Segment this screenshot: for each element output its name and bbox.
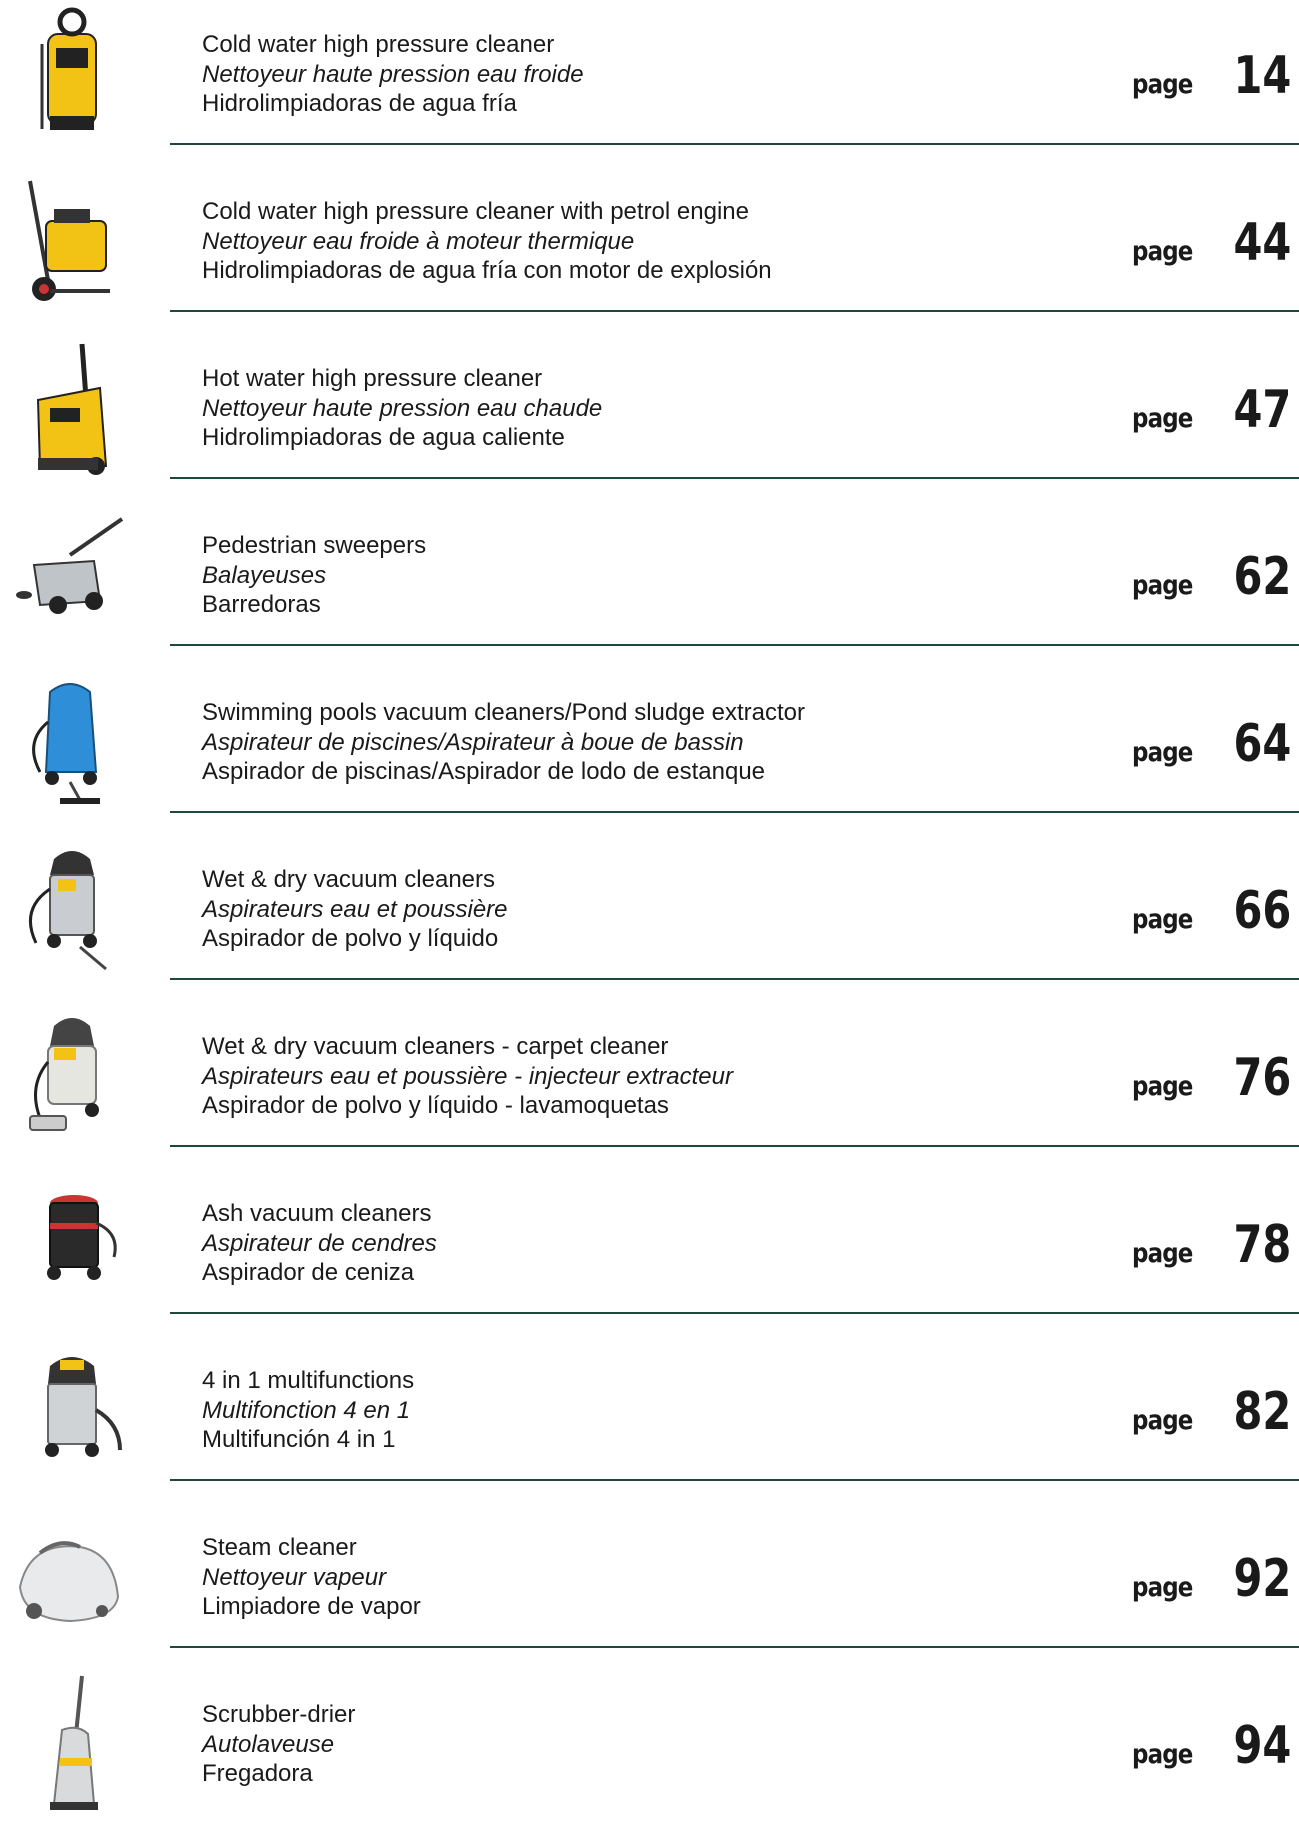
entry-title-es: Aspirador de polvo y líquido bbox=[202, 925, 499, 952]
page-number: 14 bbox=[1233, 46, 1291, 106]
page-label: page bbox=[1132, 1739, 1193, 1770]
entry-title-en: Swimming pools vacuum cleaners/Pond sludge extractor bbox=[202, 699, 805, 726]
divider bbox=[170, 978, 1299, 980]
entry-labels bbox=[202, 1533, 1062, 1622]
entry-title-fr: Multifonction 4 en 1 bbox=[202, 1396, 411, 1424]
toc-entry[interactable] bbox=[0, 167, 1299, 334]
entry-title-fr: Nettoyeur eau froide à moteur thermique bbox=[202, 227, 635, 255]
page-label: page bbox=[1132, 1572, 1193, 1603]
page-number: 44 bbox=[1233, 213, 1291, 273]
page-label: page bbox=[1132, 1238, 1193, 1269]
carpet-cleaner-icon bbox=[10, 1006, 130, 1146]
entry-title-es: Limpiadore de vapor bbox=[202, 1593, 421, 1620]
divider bbox=[170, 811, 1299, 813]
toc-entry[interactable] bbox=[0, 1670, 1299, 1837]
entry-title-en: Steam cleaner bbox=[202, 1534, 357, 1561]
page-label: page bbox=[1132, 69, 1193, 100]
toc-entry[interactable] bbox=[0, 1002, 1299, 1169]
entry-labels bbox=[202, 1366, 1062, 1455]
entry-title-es: Hidrolimpiadoras de agua caliente bbox=[202, 424, 565, 451]
multifunction-vacuum-icon bbox=[10, 1340, 130, 1480]
entry-title-en: Cold water high pressure cleaner with petrol engine bbox=[202, 198, 749, 225]
entry-title-en: Pedestrian sweepers bbox=[202, 532, 427, 559]
entry-title-fr: Nettoyeur haute pression eau froide bbox=[202, 60, 584, 88]
divider bbox=[170, 1646, 1299, 1648]
entry-title-en: Wet & dry vacuum cleaners - carpet cleaner bbox=[202, 1033, 669, 1060]
page-number: 47 bbox=[1233, 380, 1291, 440]
entry-title-es: Aspirador de polvo y líquido - lavamoquetas bbox=[202, 1092, 669, 1119]
entry-title-es: Fregadora bbox=[202, 1760, 313, 1787]
entry-labels bbox=[202, 30, 1062, 119]
entry-labels bbox=[202, 698, 1062, 787]
entry-title-es: Multifunción 4 in 1 bbox=[202, 1426, 396, 1453]
entry-labels bbox=[202, 364, 1062, 453]
wet-dry-vacuum-icon bbox=[10, 839, 130, 979]
page-number: 82 bbox=[1233, 1382, 1291, 1442]
entry-title-fr: Nettoyeur haute pression eau chaude bbox=[202, 394, 603, 422]
toc-entry[interactable] bbox=[0, 1336, 1299, 1503]
toc-entry[interactable] bbox=[0, 1169, 1299, 1336]
entry-labels bbox=[202, 1032, 1062, 1121]
entry-title-en: Cold water high pressure cleaner bbox=[202, 31, 555, 58]
entry-title-fr: Autolaveuse bbox=[202, 1730, 335, 1758]
entry-title-fr: Nettoyeur vapeur bbox=[202, 1563, 387, 1591]
divider bbox=[170, 477, 1299, 479]
entry-title-fr: Aspirateurs eau et poussière - injecteur extracteur bbox=[202, 1062, 733, 1090]
entry-title-en: Scrubber-drier bbox=[202, 1701, 356, 1728]
toc-entry[interactable] bbox=[0, 0, 1299, 167]
pressure-washer-yellow-icon bbox=[10, 4, 130, 144]
divider bbox=[170, 310, 1299, 312]
page-label: page bbox=[1132, 570, 1193, 601]
page-label: page bbox=[1132, 904, 1193, 935]
petrol-pressure-washer-icon bbox=[10, 171, 130, 311]
entry-title-fr: Aspirateurs eau et poussière bbox=[202, 895, 508, 923]
entry-title-es: Aspirador de piscinas/Aspirador de lodo de estanque bbox=[202, 758, 766, 785]
divider bbox=[170, 143, 1299, 145]
entry-labels bbox=[202, 865, 1062, 954]
toc-entry[interactable] bbox=[0, 835, 1299, 1002]
entry-title-es: Aspirador de ceniza bbox=[202, 1259, 415, 1286]
hot-water-cleaner-icon bbox=[10, 338, 130, 478]
page-label: page bbox=[1132, 236, 1193, 267]
steam-cleaner-icon bbox=[10, 1507, 130, 1647]
page-number: 76 bbox=[1233, 1048, 1291, 1108]
toc-entry[interactable] bbox=[0, 1503, 1299, 1670]
divider bbox=[170, 1312, 1299, 1314]
entry-labels bbox=[202, 531, 1062, 620]
entry-title-en: Ash vacuum cleaners bbox=[202, 1200, 432, 1227]
entry-title-en: Wet & dry vacuum cleaners bbox=[202, 866, 496, 893]
entry-labels bbox=[202, 1199, 1062, 1288]
toc-entry[interactable] bbox=[0, 501, 1299, 668]
scrubber-drier-icon bbox=[10, 1674, 130, 1814]
toc-entry[interactable] bbox=[0, 668, 1299, 835]
entry-title-fr: Aspirateur de piscines/Aspirateur à boue de bassin bbox=[202, 728, 744, 756]
divider bbox=[170, 644, 1299, 646]
entry-title-fr: Balayeuses bbox=[202, 561, 327, 589]
page-number: 66 bbox=[1233, 881, 1291, 941]
entry-title-es: Hidrolimpiadoras de agua fría bbox=[202, 90, 517, 117]
page-label: page bbox=[1132, 737, 1193, 768]
page-number: 92 bbox=[1233, 1549, 1291, 1609]
entry-title-es: Barredoras bbox=[202, 591, 321, 618]
pool-vacuum-blue-icon bbox=[10, 672, 130, 812]
page-label: page bbox=[1132, 403, 1193, 434]
page-number: 94 bbox=[1233, 1716, 1291, 1776]
page-number: 62 bbox=[1233, 547, 1291, 607]
entry-title-fr: Aspirateur de cendres bbox=[202, 1229, 437, 1257]
sweeper-icon bbox=[10, 505, 130, 645]
entry-title-en: 4 in 1 multifunctions bbox=[202, 1367, 415, 1394]
toc-entry[interactable] bbox=[0, 334, 1299, 501]
page-label: page bbox=[1132, 1071, 1193, 1102]
entry-labels bbox=[202, 1700, 1062, 1789]
page-number: 78 bbox=[1233, 1215, 1291, 1275]
page-number: 64 bbox=[1233, 714, 1291, 774]
divider bbox=[170, 1479, 1299, 1481]
page-label: page bbox=[1132, 1405, 1193, 1436]
ash-vacuum-icon bbox=[10, 1173, 130, 1313]
entry-title-en: Hot water high pressure cleaner bbox=[202, 365, 543, 392]
divider bbox=[170, 1145, 1299, 1147]
entry-labels bbox=[202, 197, 1062, 286]
entry-title-es: Hidrolimpiadoras de agua fría con motor de explosión bbox=[202, 257, 772, 284]
